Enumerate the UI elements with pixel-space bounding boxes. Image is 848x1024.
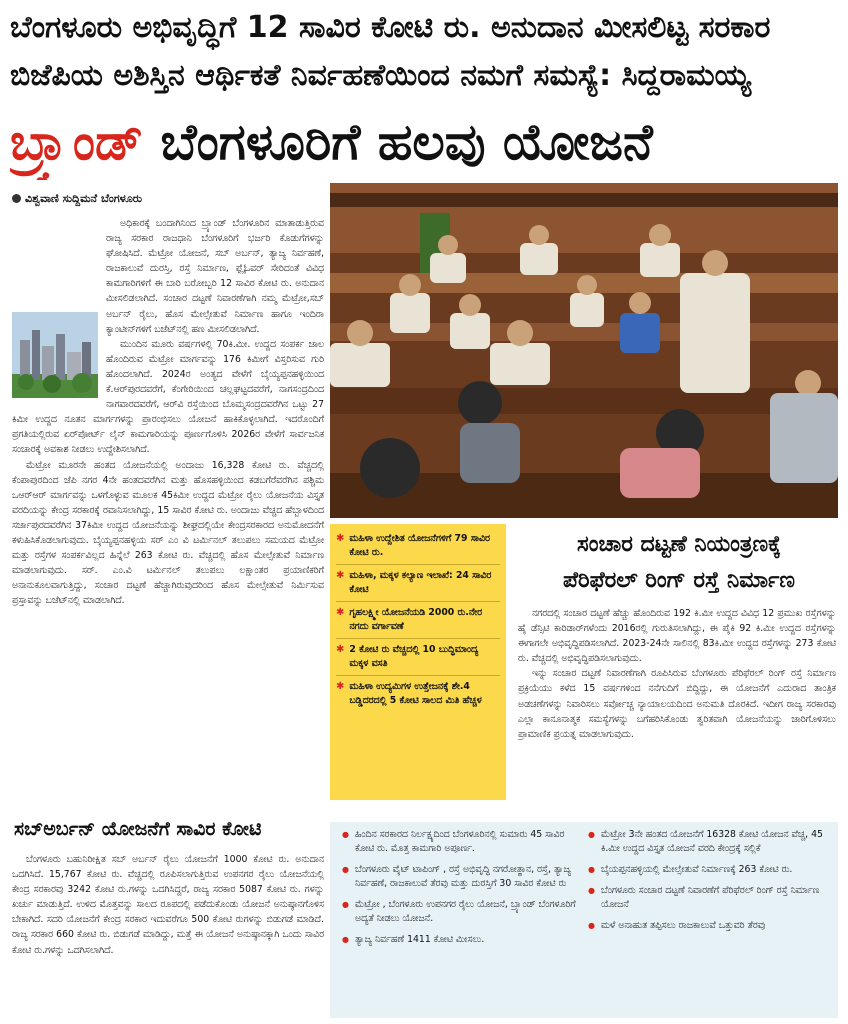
women-scheme-item: ✱ ಮಹಿಳಾ, ಮಕ್ಕಳ ಕಲ್ಯಾಣ ಇಲಾಖೆ: 24 ಸಾವಿರ ಕೋಟಿ xyxy=(336,565,500,602)
highlights-column-left xyxy=(338,828,584,1012)
highlight-item: ● ಮೆಟ್ರೋ , ಬೆಂಗಳೂರು ಉಪನಗರ ರೈಲು ಯೋಜನೆ, ಬ್ರ್ಯಾಂಡ್ ಬೆಂಗಳೂರಿಗೆ ಅದ್ಯತೆ ನೀಡಲು ಯೋಜನೆ. xyxy=(342,899,576,924)
colB-paragraph-1: ನಗರದಲ್ಲಿ ಸಂಚಾರ ದಟ್ಟಣೆ ಹೆಚ್ಚು ಹೊಂದಿರುವ 192 ಕಿ.ಮೀ ಉದ್ದದ ವಿವಿಧ 12 ಪ್ರಮುಖ ರಸ್ತೆಗಳನ್ನು ಹೈ ಡೆನ್ಸಿಟಿ ಕಾರಿಡಾರ್‌ಗಳೆಂದು 2016ರಲ್ಲಿ ಗುರುತಿಸಲಾಗಿದ್ದು, ಈ ಪೈಕಿ 92 ಕಿ.ಮೀ ಉದ್ದದ ರಸ್ತೆಗಳನ್ನು ಈಗಾಗಲೇ ಅಭಿವೃದ್ಧಿಪಡಿಸಲಾಗಿದೆ. 2023-24ನೇ ಸಾಲಿನಲ್ಲಿ 83ಕಿ.ಮೀ ಉದ್ದದ ರಸ್ತೆಗಳನ್ನು 273 ಕೋಟಿ ರು. ವೆಚ್ಚದಲ್ಲಿ ಅಭಿವೃದ್ಧಿಪಡಿಸಲಾಗುವುದು. xyxy=(518,608,836,665)
skyline-icon xyxy=(12,312,98,398)
highlight-item: ● ಬೈಯಪ್ಪನಹಳ್ಳಿಯಲ್ಲಿ ಮೇಲ್ಸೇತುವೆ ನಿರ್ಮಾಣಕ್ಕೆ 263 ಕೋಟಿ ರು. xyxy=(588,864,793,875)
highlight-item: ● ತ್ಯಾಜ್ಯ ನಿರ್ವಹಣೆ 1411 ಕೋಟಿ ಮೀಸಲು. xyxy=(342,934,485,945)
bullet-icon: ● xyxy=(588,830,595,839)
byline-logo-icon xyxy=(12,194,21,203)
main-headline-black: ಬೆಂಗಳೂರಿಗೆ ಹಲವು ಯೋಜನೆ xyxy=(143,113,653,171)
byline xyxy=(12,192,142,206)
colA-paragraph-1: ಅಧಿಕಾರಕ್ಕೆ ಬಂದಾಗಿನಿಂದ ಬ್ರ್ಯಾಂಡ್ ಬೆಂಗಳೂರಿನ ಮಾತಾಡುತ್ತಿರುವ ರಾಜ್ಯ ಸರಕಾರ ರಾಜಧಾನಿ ಬೆಂಗಳೂರಿಗೆ ಭರ್ಜರಿ ಕೊಡುಗೆಗಳನ್ನು ಘೋಷಿಸಿದೆ. ಮೆಟ್ರೋ ಯೋಜನೆ, ಸಬ್ ಅರ್ಬನ್, ತ್ಯಾಜ್ಯ ನಿರ್ವಹಣೆ, ರಾಜಕಾಲುವೆ ದುರಸ್ತಿ, ರಸ್ತೆ ನಿರ್ಮಾಣ, ಫ್ಲೈಓವರ್ ಸೇರಿದಂತೆ ವಿವಿಧ ಕಾಮಗಾರಿಗಳಿಗೆ ಈ ಬಾರಿ ಬರೋಬ್ಬರಿ 12 ಸಾವಿರ ಕೋಟಿ ರು. ಅನುದಾನ ಮೀಸಲಿಡಲಾಗಿದೆ. ಸಂಚಾರ ದಟ್ಟಣೆ ನಿವಾರಣೆಗಾಗಿ ನಮ್ಮ ಮೆಟ್ರೋ,ಸಬ್ ಅರ್ಬನ್ ರೈಲು, ಹೊಸ ಮೇಲ್ಸೇತುವೆ ನಿರ್ಮಾಣ ಹಾಗೂ ಇಂದಿರಾ ಕ್ಯಾಂಟೀನ್‌ಗಳಿಗೆ ಬಜೆಟ್‌ನಲ್ಲಿ ಹಣ ಮೀಸಲಿಡಲಾಗಿದೆ. xyxy=(106,218,324,335)
city-skyline-image xyxy=(12,312,98,398)
subheadline-traffic-line-2: ಪೆರಿಫೆರಲ್ ರಿಂಗ್ ರಸ್ತೆ ನಿರ್ಮಾಣ xyxy=(563,568,795,593)
highlights-column-right xyxy=(584,828,830,1012)
star-icon: ✱ xyxy=(336,533,345,544)
colA-paragraph-2: ಮುಂದಿನ ಮೂರು ವರ್ಷಗಳಲ್ಲಿ 70ಕಿ.ಮೀ. ಉದ್ದದ ಸಂಪರ್ಕ ಜಾಲ ಹೊಂದಿರುವ ಮೆಟ್ರೋ ಮಾರ್ಗವನ್ನು 176 ಕಿಮೀಗೆ ವಿಸ್ತರಿಸುವ ಗುರಿ ಹೊಂದಲಾಗಿದೆ. 2024ರ ಅಂತ್ಯದ ವೇಳೆಗೆ ಬೈಯ್ಯಪ್ಪನಹಳ್ಳಿಯಿಂದ ಕೆ.ಆರ್‌ಪುರದವರೆಗೆ, ಕೆಂಗೇರಿಯಿಂದ ಚಲ್ಲಘಟ್ಟದವರೆಗೆ, ನಾಗಸಂದ್ರದಿಂದ ನಾಗವಾರದವರೆಗೆ, ಆರ್‌ವಿ ರಸ್ತೆಯಿಂದ ಬೊಮ್ಮಸಂದ್ರದವರೆಗಿನ ಒಟ್ಟು 27 ಕಿಮೀ ಉದ್ದದ ನೂತನ ಮಾರ್ಗಗಳನ್ನು ಪ್ರಾರಂಭಿಸಲು ಯೋಜನೆ ಹಾಕಿಕೊಳ್ಳಲಾಗಿದೆ. ಇದರೊಂದಿಗೆ ಪ್ರಗತಿಯಲ್ಲಿರುವ ಏರ್‌ಪೋರ್ಟ್ ಲೈನ್ ಕಾಮಗಾರಿಯನ್ನು ಪೂರ್ಣಗೊಳಿಸಿ 2026ರ ವೇಳೆಗೆ ಸಾರ್ವಜನಿಕ ಸಂಚಾರಕ್ಕೆ ಅವಕಾಶ ನೀಡಲು ಉದ್ದೇಶಿಸಲಾಗಿದೆ. xyxy=(12,338,324,456)
subheadline-suburban: ಸಬ್‌ಅರ್ಬನ್ ಯೋಜನೆಗೆ ಸಾವಿರ ಕೋಟಿ xyxy=(14,818,262,840)
colC-paragraph-1: ಬೆಂಗಳೂರು ಬಹುನಿರೀಕ್ಷಿತ ಸಬ್ ಅರ್ಬನ್ ರೈಲು ಯೋಜನೆಗೆ 1000 ಕೋಟಿ ರು. ಅನುದಾನ ಒದಗಿಸಿದೆ. 15,767 ಕೋಟಿ ರು. ವೆಚ್ಚದಲ್ಲಿ ರೂಪಿಸಲಾಗುತ್ತಿರುವ ಉಪನಗರ ರೈಲು ಯೋಜನೆಯಲ್ಲಿ ಕೇಂದ್ರ ಸರಕಾರವು 3242 ಕೋಟಿ ರು.ಗಳನ್ನು ಒದಗಿಸಿದ್ದರೆ, ರಾಜ್ಯ ಸರಕಾರ 5087 ಕೋಟಿ ರು. ಗಳನ್ನು ಖರ್ಚು ಮಾಡುತ್ತಿದೆ. ಉಳಿದ ಮೊತ್ತವನ್ನು ಸಾಲದ ರೂಪದಲ್ಲಿ ಪಡೆದುಕೊಂಡು ಯೋಜನೆ ಅನುಷ್ಠಾನಗೊಳಿಸ ಬೇಕಾಗಿದೆ. ಸದರಿ ಯೋಜನೆಗೆ ಕೇಂದ್ರ ಸರಕಾರ ಇದುವರೆಗೂ 500 ಕೋಟಿ ರುಗಳನ್ನು ಬಿಡುಗಡೆ ಮಾಡಿದೆ. ರಾಜ್ಯ ಸರಕಾರ 660 ಕೋಟಿ ರು. ಬಿಡುಗಡೆ ಮಾಡಿದ್ದು, ಮತ್ತೆ ಈ ಯೋಜನೆ ಅನುಷ್ಠಾನಕ್ಕಾಗಿ ಒಂದು ಸಾವಿರ ಕೋಟಿ ರು.ಗಳನ್ನು ಒದಗಿಸಲಾಗಿದೆ. xyxy=(12,854,324,956)
star-icon: ✱ xyxy=(336,644,345,655)
main-headline-red: ಬ್ರ್ಯಾಂಡ್ xyxy=(10,113,144,171)
headline-line-1: ಬೆಂಗಳೂರು ಅಭಿವೃದ್ಧಿಗೆ 12 ಸಾವಿರ ಕೋಟಿ ರು. ಅನುದಾನ ಮೀಸಲಿಟ್ಟ ಸರಕಾರ xyxy=(10,10,771,45)
women-scheme-item: ✱ ಗೃಹಲಕ್ಷ್ಮೀ ಯೋಜನೆಯಡಿ 2000 ರು.ನೇರ ನಗದು ವರ್ಗಾವಣೆ xyxy=(336,602,500,639)
highlight-item: ● ಹಿಂದಿನ ಸರಕಾರದ ನಿರ್ಲಕ್ಷ್ಯದಿಂದ ಬೆಂಗಳೂರಿನಲ್ಲಿ ಸುಮಾರು 45 ಸಾವಿರ ಕೋಟಿ ರು. ಮೊತ್ತ ಕಾಮಗಾರಿ ಅಪೂರ್ಣ. xyxy=(342,829,565,854)
bullet-icon: ● xyxy=(342,830,349,839)
bullet-icon: ● xyxy=(588,886,595,895)
star-icon: ✱ xyxy=(336,607,345,618)
assembly-session-photo xyxy=(330,183,838,518)
highlight-item: ● ಬೆಂಗಳೂರು ವೈಟ್ ಟಾಪಿಂಗ್ , ರಸ್ತೆ ಅಭಿವೃದ್ಧಿ ನಗರೋತ್ಥಾನ, ರಸ್ತೆ, ತ್ಯಾಜ್ಯ ನಿರ್ವಹಣೆ, ರಾಜಕಾಲುವೆ ತೆರವು ಮತ್ತು ದುರಸ್ತಿಗೆ 30 ಸಾವಿರ ಕೋಟಿ ರು xyxy=(342,864,571,889)
article-column-traffic xyxy=(518,606,836,806)
main-headline xyxy=(10,104,840,180)
article-column-main xyxy=(12,216,324,804)
bullet-icon: ● xyxy=(342,865,349,874)
headline-line-2: ಬಿಜೆಪಿಯ ಅಶಿಸ್ತಿನ ಆರ್ಥಿಕತೆ ನಿರ್ವಹಣೆಯಿಂದ ನಮಗೆ ಸಮಸ್ಯೆ: ಸಿದ್ದರಾಮಯ್ಯ xyxy=(10,58,751,93)
highlights-box xyxy=(330,822,838,1018)
article-column-suburban xyxy=(12,852,324,1022)
colA-paragraph-3: ಮೆಟ್ರೋ ಮೂರನೇ ಹಂತದ ಯೋಜನೆಯಲ್ಲಿ ಅಂದಾಜು 16,328 ಕೋಟಿ ರು. ವೆಚ್ಚದಲ್ಲಿ ಕೆಂಪಾಪುರದಿಂದ ಜೆಪಿ ನಗರ 4ನೇ ಹಂತದವರೆಗಿನ ಮತ್ತು ಹೊಸಹಳ್ಳಿಯಿಂದ ಕಡಬಗೆರೆವರೆಗಿನ ಪಶ್ಚಿಮ ಒಆರ್‌ಆರ್ ಮಾರ್ಗವನ್ನು ಒಳಗೊಳ್ಳುವ ಮೂಲಕ 45ಕಿಮೀ ಉದ್ದದ ಮೆಟ್ರೋ ರೈಲು ಯೋಜನೆಯ ವಿಸ್ತೃತ ವರದಿಯನ್ನು ಕೇಂದ್ರ ಸರಕಾರಕ್ಕೆ ರವಾನಿಸಲಾಗಿದ್ದು, 15 ಸಾವಿರ ಕೋಟಿ ರು. ಅಂದಾಜು ವೆಚ್ಚದ ಹೆಬ್ಬಾಳದಿಂದ ಸರ್ಜಾಪುರದವರೆಗಿನ 37ಕಿಮೀ ಉದ್ದದ ಯೋಜನೆಯನ್ನು ಶೀಘ್ರದಲ್ಲಿಯೇ ಕೇಂದ್ರಸರಕಾರದ ಅನುಮೋದನೆಗೆ ಕಳುಹಿಸಿಕೊಡಲಾಗುವುದು. ಬೈಯ್ಯಪ್ಪನಹಳ್ಳಿಯ ಸರ್ ಎಂ ವಿ ಟರ್ಮಿನಲ್ ತಲುಪಲು ಸಮಯದ ಮೆಟ್ರೋ ಮತ್ತು ರಸ್ತೆಗಳ ಸಂಪರ್ಕವಿಲ್ಲದ ಹಿನ್ನೆಲೆ 263 ಕೋಟಿ ರು. ವೆಚ್ಚದಲ್ಲಿ ಹೊಸ ಮೇಲ್ಸೇತುವೆ ನಿರ್ಮಾಣ ಮಾಡಲಾಗುವುದು. ಸರ್. ಎಂ.ವಿ ಟರ್ಮಿನಲ್ ತಲುಪಲು ಲಕ್ಷಾಂತರ ಪ್ರಯಾಣಿಕರಿಗೆ ಅನಾನುಕೂಲವಾಗುತ್ತಿದ್ದು, ಸಂಚಾರ ದಟ್ಟಣೆ ಹೆಚ್ಚಾಗಿರುವುದರಿಂದ ಹೊಸ ಮೇಲ್ಸೇತುವೆ ನಿರ್ಮಿಸುವ ಪ್ರಸ್ತಾವನ್ನು ಬಜೆಟ್‌ನಲ್ಲಿ ಮಾಡಲಾಗಿದೆ. xyxy=(12,459,324,607)
women-scheme-item: ✱ ಮಹಿಳಾ ಉದ್ದೇಶಿತ ಯೋಜನೆಗಳಿಗೆ 79 ಸಾವಿರ ಕೋಟಿ ರು. xyxy=(336,528,500,565)
highlight-item: ● ಮಳೆ ಅನಾಹುತ ತಪ್ಪಿಸಲು ರಾಜಕಾಲುವೆ ಒತ್ತುವರಿ ತೆರವು xyxy=(588,920,766,931)
assembly-photo-icon xyxy=(330,183,838,518)
highlight-item: ● ಬೆಂಗಳೂರು ಸಂಚಾರ ದಟ್ಟಣೆ ನಿವಾರಣೆಗೆ ಪೆರಿಫೆರಲ್ ರಿಂಗ್ ರಸ್ತೆ ನಿರ್ಮಾಣ ಯೋಜನೆ xyxy=(588,885,820,910)
subheadline-traffic-line-1: ಸಂಚಾರ ದಟ್ಟಣೆ ನಿಯಂತ್ರಣಕ್ಕೆ xyxy=(577,532,781,557)
bullet-icon: ● xyxy=(342,900,349,909)
highlight-item: ● ಮೆಟ್ರೋ 3ನೇ ಹಂತದ ಯೋಜನೆಗೆ 16328 ಕೋಟಿ ಯೋಜನ ವೆಚ್ಚ, 45 ಕಿ.ಮೀ ಉದ್ದದ ವಿಸ್ತೃತ ಯೋಜನೆ ವರದಿ ಕೇಂದ್ರಕ್ಕೆ ಸಲ್ಲಿಕೆ xyxy=(588,829,823,854)
bullet-icon: ● xyxy=(588,921,595,930)
women-scheme-item: ✱ 2 ಕೋಟಿ ರು ವೆಚ್ಚದಲ್ಲಿ 10 ಬುದ್ಧಿಮಾಂದ್ಯ ಮಕ್ಕಳ ವಸತಿ xyxy=(336,639,500,676)
women-schemes-box xyxy=(330,524,506,800)
women-scheme-item: ✱ ಮಹಿಳಾ ಉದ್ಯಮಿಗಳ ಉತ್ತೇಜನಕ್ಕೆ ಶೇ.4 ಬಡ್ಡಿದರದಲ್ಲಿ 5 ಕೋಟಿ ಸಾಲದ ಮಿತಿ ಹೆಚ್ಚಳ xyxy=(336,681,482,706)
bullet-icon: ● xyxy=(342,935,349,944)
byline-text: ವಿಶ್ವವಾಣಿ ಸುದ್ದಿಮನೆ ಬೆಂಗಳೂರು xyxy=(25,192,143,205)
star-icon: ✱ xyxy=(336,681,345,692)
colB-paragraph-2: ಇನ್ನು ಸಂಚಾರ ದಟ್ಟಣೆ ನಿವಾರಣೆಗಾಗಿ ರೂಪಿಸಿರುವ ಬೆಂಗಳೂರು ಪೆರಿಫೆರಲ್ ರಿಂಗ್ ರಸ್ತೆ ನಿರ್ಮಾಣ ಪ್ರಕ್ರಿಯೆಯು ಕಳೆದ 15 ವರ್ಷಗಳಿಂದ ನನೆಗುದಿಗೆ ಬಿದ್ದಿದ್ದು, ಈ ಯೋಜನೆಗೆ ಎದುರಾದ ತಾಂತ್ರಿಕ ಅಡಚಣೆಗಳನ್ನು ನಿವಾರಿಸಲು ಸರ್ವೋಚ್ಚ ನ್ಯಾಯಾಲಯದಿಂದ ಅನುಮತಿ ದೊರಕಿದೆ. ಇದೀಗ ರಾಜ್ಯ ಸರಕಾರವು ಎಲ್ಲಾ ಕಾನೂನಾತ್ಮಕ ಸಮಸ್ಯೆಗಳನ್ನು ಬಗೆಹರಿಸಿಕೊಂಡು ತ್ವರಿತವಾಗಿ ಯೋಜನೆಯನ್ನು ಜಾರಿಗೊಳಿಸಲು ಪ್ರಾಮಾಣಿಕ ಪ್ರಯತ್ನ ಮಾಡಲಾಗುವುದು. xyxy=(518,668,836,740)
star-icon: ✱ xyxy=(336,570,345,581)
bullet-icon: ● xyxy=(588,865,595,874)
